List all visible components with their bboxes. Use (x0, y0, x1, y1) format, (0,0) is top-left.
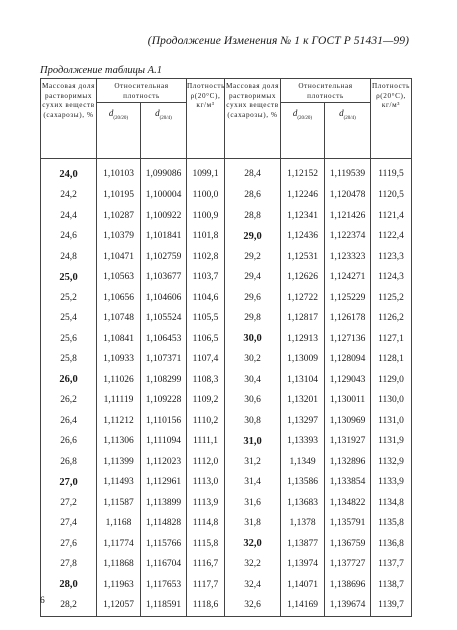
table-row (41, 159, 412, 186)
table-row (41, 349, 412, 370)
table-cell: 1,1168 (97, 513, 141, 534)
table-cell: 1136,8 (371, 534, 412, 555)
table-cell: 1,10195 (97, 185, 141, 206)
table-cell: 26,6 (41, 431, 97, 452)
table-cell: 1,12722 (281, 288, 325, 309)
table-cell: 1118,6 (187, 595, 225, 616)
table-cell: 24,4 (41, 206, 97, 227)
table-cell: 1,113899 (141, 493, 187, 514)
table-cell: 1,139674 (325, 595, 371, 616)
table-cell: 1,126178 (325, 308, 371, 329)
table-cell: 1,11119 (97, 390, 141, 411)
table-cell: 1,108299 (141, 370, 187, 391)
table-cell: 29,4 (225, 267, 281, 288)
table-cell: 32,4 (225, 575, 281, 596)
table-cell: 1129,0 (371, 370, 412, 391)
table-cell: 1,10933 (97, 349, 141, 370)
table-cell: 1133,9 (371, 472, 412, 493)
table-cell: 1,11587 (97, 493, 141, 514)
table-cell: 1,11963 (97, 575, 141, 596)
page-number: 6 (40, 596, 45, 606)
table-cell: 1113,9 (187, 493, 225, 514)
table-cell: 25,4 (41, 308, 97, 329)
table-cell: 24,2 (41, 185, 97, 206)
table-cell: 1,116704 (141, 554, 187, 575)
table-cell: 1,115766 (141, 534, 187, 555)
table-cell: 32,6 (225, 595, 281, 616)
table-row (41, 513, 412, 534)
table-cell: 1,13297 (281, 411, 325, 432)
table-cell: 1113,0 (187, 472, 225, 493)
table-cell: 31,2 (225, 452, 281, 473)
table-cell: 1132,9 (371, 452, 412, 473)
table-cell: 1,13009 (281, 349, 325, 370)
table-cell: 1,111094 (141, 431, 187, 452)
table-cell: 1110,2 (187, 411, 225, 432)
table-cell: 1138,7 (371, 575, 412, 596)
sugar-density-table (40, 78, 412, 617)
table-cell: 1,106453 (141, 329, 187, 350)
table-cell: 1,118591 (141, 595, 187, 616)
table-cell: 1120,5 (371, 185, 412, 206)
table-cell: 1,10471 (97, 247, 141, 268)
table-cell: 1,103677 (141, 267, 187, 288)
col-header-d-20-4-2: $d_{(20/4)}$ (325, 103, 371, 159)
table-cell: 26,8 (41, 452, 97, 473)
table-cell: 1101,8 (187, 226, 225, 247)
table-row (41, 329, 412, 350)
table-cell: 1,112961 (141, 472, 187, 493)
table-cell: 32,2 (225, 554, 281, 575)
table-cell: 1,11212 (97, 411, 141, 432)
table-cell: 1111,1 (187, 431, 225, 452)
table-cell: 31,0 (225, 431, 281, 452)
table-cell: 1,130969 (325, 411, 371, 432)
table-cell: 25,8 (41, 349, 97, 370)
table-cell: 1,136759 (325, 534, 371, 555)
table-cell: 30,4 (225, 370, 281, 391)
table-cell: 27,6 (41, 534, 97, 555)
table-cell: 24,8 (41, 247, 97, 268)
table-cell: 1,138696 (325, 575, 371, 596)
table-cell: 1,104606 (141, 288, 187, 309)
table-cell: 1,13877 (281, 534, 325, 555)
table-cell: 1,109228 (141, 390, 187, 411)
table-cell: 24,0 (41, 159, 97, 186)
col-header-density: Плотность ρ(20°С), кг/м³ (187, 79, 225, 159)
col-header-mass-fraction-2: Массовая доля растворимых сухих веществ (сахарозы), % (225, 79, 281, 159)
table-cell: 1,12341 (281, 206, 325, 227)
table-cell: 1,10748 (97, 308, 141, 329)
table-cell: 1,11493 (97, 472, 141, 493)
table-cell: 30,0 (225, 329, 281, 350)
table-cell: 28,4 (225, 159, 281, 186)
table-cell: 1,133854 (325, 472, 371, 493)
table-cell: 28,8 (225, 206, 281, 227)
table-cell: 1,129043 (325, 370, 371, 391)
table-cell: 1121,4 (371, 206, 412, 227)
table-cell: 32,0 (225, 534, 281, 555)
table-cell: 1,13393 (281, 431, 325, 452)
table-cell: 29,6 (225, 288, 281, 309)
table-cell: 1,10379 (97, 226, 141, 247)
table-cell: 25,6 (41, 329, 97, 350)
table-cell: 1,120478 (325, 185, 371, 206)
table-cell: 1,112023 (141, 452, 187, 473)
table-row (41, 534, 412, 555)
table-cell: 1100,0 (187, 185, 225, 206)
table-row (41, 370, 412, 391)
table-cell: 28,6 (225, 185, 281, 206)
table-row (41, 411, 412, 432)
table-row (41, 390, 412, 411)
table-cell: 1,11774 (97, 534, 141, 555)
col-header-relative-density: Относительная плотность (97, 79, 187, 103)
table-cell: 1,12057 (97, 595, 141, 616)
table-cell: 29,0 (225, 226, 281, 247)
table-cell: 1,11399 (97, 452, 141, 473)
table-cell: 1124,3 (371, 267, 412, 288)
table-cell: 1106,5 (187, 329, 225, 350)
table-cell: 1,107371 (141, 349, 187, 370)
table-cell: 30,2 (225, 349, 281, 370)
table-row (41, 554, 412, 575)
table-cell: 1,10841 (97, 329, 141, 350)
col-header-mass-fraction: Массовая доля растворимых сухих веществ (сахарозы), % (41, 79, 97, 159)
table-cell: 29,8 (225, 308, 281, 329)
table-cell: 1,10563 (97, 267, 141, 288)
table-cell: 25,0 (41, 267, 97, 288)
table-cell: 1114,8 (187, 513, 225, 534)
table-cell: 1112,0 (187, 452, 225, 473)
table-cell: 1123,3 (371, 247, 412, 268)
table-cell: 1135,8 (371, 513, 412, 534)
table-cell: 1,12913 (281, 329, 325, 350)
table-cell: 1102,8 (187, 247, 225, 268)
table-row (41, 206, 412, 227)
table-cell: 31,4 (225, 472, 281, 493)
table-cell: 1,12436 (281, 226, 325, 247)
table-cell: 30,6 (225, 390, 281, 411)
table-cell: 28,2 (41, 595, 97, 616)
table-row (41, 288, 412, 309)
table-cell: 1,132896 (325, 452, 371, 473)
table-cell: 1,11868 (97, 554, 141, 575)
table-cell: 1134,8 (371, 493, 412, 514)
table-cell: 1,14169 (281, 595, 325, 616)
table-cell: 1,124271 (325, 267, 371, 288)
table-cell: 1,130011 (325, 390, 371, 411)
table-cell: 28,0 (41, 575, 97, 596)
table-row (41, 595, 412, 616)
table-cell: 1107,4 (187, 349, 225, 370)
table-cell: 1,110156 (141, 411, 187, 432)
table-row (41, 247, 412, 268)
table-cell: 1127,1 (371, 329, 412, 350)
table-body (41, 159, 412, 617)
table-cell: 1,11026 (97, 370, 141, 391)
table-cell: 24,6 (41, 226, 97, 247)
table-cell: 1,10103 (97, 159, 141, 186)
table-cell: 1,102759 (141, 247, 187, 268)
table-cell: 1,13586 (281, 472, 325, 493)
table-cell: 1122,4 (371, 226, 412, 247)
table-cell: 30,8 (225, 411, 281, 432)
table-cell: 1,122374 (325, 226, 371, 247)
table-cell: 1,134822 (325, 493, 371, 514)
table-cell: 1131,0 (371, 411, 412, 432)
table-cell: 1126,2 (371, 308, 412, 329)
table-cell: 1,121426 (325, 206, 371, 227)
table-row (41, 308, 412, 329)
table-cell: 1,12626 (281, 267, 325, 288)
table-cell: 1,10287 (97, 206, 141, 227)
col-header-density-2: Плотность ρ(20°С), кг/м³ (371, 79, 412, 159)
table-cell: 1115,8 (187, 534, 225, 555)
table-cell: 1,13683 (281, 493, 325, 514)
table-cell: 1,114828 (141, 513, 187, 534)
table-cell: 1,100922 (141, 206, 187, 227)
table-cell: 1137,7 (371, 554, 412, 575)
table-cell: 31,6 (225, 493, 281, 514)
table-cell: 1109,2 (187, 390, 225, 411)
table-cell: 1,119539 (325, 159, 371, 186)
table-cell: 1108,3 (187, 370, 225, 391)
table-cell: 26,0 (41, 370, 97, 391)
table-cell: 26,4 (41, 411, 97, 432)
table-cell: 1,12246 (281, 185, 325, 206)
table-cell: 1,135791 (325, 513, 371, 534)
table-cell: 1117,7 (187, 575, 225, 596)
table-cell: 1,11306 (97, 431, 141, 452)
table-cell: 27,4 (41, 513, 97, 534)
table-cell: 1100,9 (187, 206, 225, 227)
table-cell: 1,131927 (325, 431, 371, 452)
table-cell: 26,2 (41, 390, 97, 411)
document-header: (Продолжение Изменения № 1 к ГОСТ Р 51431—99) (147, 35, 409, 47)
table-cell: 1128,1 (371, 349, 412, 370)
col-header-d-20-20: $d_{(20/20)}$ (97, 103, 141, 159)
table-cell: 1,100004 (141, 185, 187, 206)
table-row (41, 452, 412, 473)
table-cell: 1103,7 (187, 267, 225, 288)
table-cell: 25,2 (41, 288, 97, 309)
table-cell: 1,1378 (281, 513, 325, 534)
table-cell: 27,8 (41, 554, 97, 575)
table-cell: 1,13974 (281, 554, 325, 575)
col-header-relative-density-2: Относительная плотность (281, 79, 371, 103)
table-cell: 1,105524 (141, 308, 187, 329)
table-cell: 27,2 (41, 493, 97, 514)
table-row (41, 575, 412, 596)
table-cell: 1,13104 (281, 370, 325, 391)
table-cell: 1116,7 (187, 554, 225, 575)
table-cell: 1104,6 (187, 288, 225, 309)
table-cell: 27,0 (41, 472, 97, 493)
table-cell: 1,128094 (325, 349, 371, 370)
table-cell: 1,10656 (97, 288, 141, 309)
table-cell: 1,099086 (141, 159, 187, 186)
table-cell: 1,12531 (281, 247, 325, 268)
table-cell: 1,13201 (281, 390, 325, 411)
table-cell: 1,1349 (281, 452, 325, 473)
table-row (41, 226, 412, 247)
table-row (41, 472, 412, 493)
table-cell: 1,12152 (281, 159, 325, 186)
table-cell: 1,14071 (281, 575, 325, 596)
table-row (41, 493, 412, 514)
table-cell: 1,127136 (325, 329, 371, 350)
col-header-d-20-4: $d_{(20/4)}$ (141, 103, 187, 159)
table-row (41, 185, 412, 206)
table-cell: 1,12817 (281, 308, 325, 329)
table-cell: 1099,1 (187, 159, 225, 186)
table-cell: 1105,5 (187, 308, 225, 329)
table-row (41, 267, 412, 288)
table-cell: 29,2 (225, 247, 281, 268)
table-cell: 1131,9 (371, 431, 412, 452)
table-cell: 1125,2 (371, 288, 412, 309)
table-cell: 1130,0 (371, 390, 412, 411)
table-cell: 1,117653 (141, 575, 187, 596)
table-cell: 1,125229 (325, 288, 371, 309)
table-cell: 1139,7 (371, 595, 412, 616)
table-cell: 1,137727 (325, 554, 371, 575)
table-continuation-title: Продолжение таблицы А.1 (40, 65, 162, 76)
table-cell: 1119,5 (371, 159, 412, 186)
col-header-d-20-20-2: $d_{(20/20)}$ (281, 103, 325, 159)
table-cell: 31,8 (225, 513, 281, 534)
table-row (41, 431, 412, 452)
table-cell: 1,123323 (325, 247, 371, 268)
table-cell: 1,101841 (141, 226, 187, 247)
